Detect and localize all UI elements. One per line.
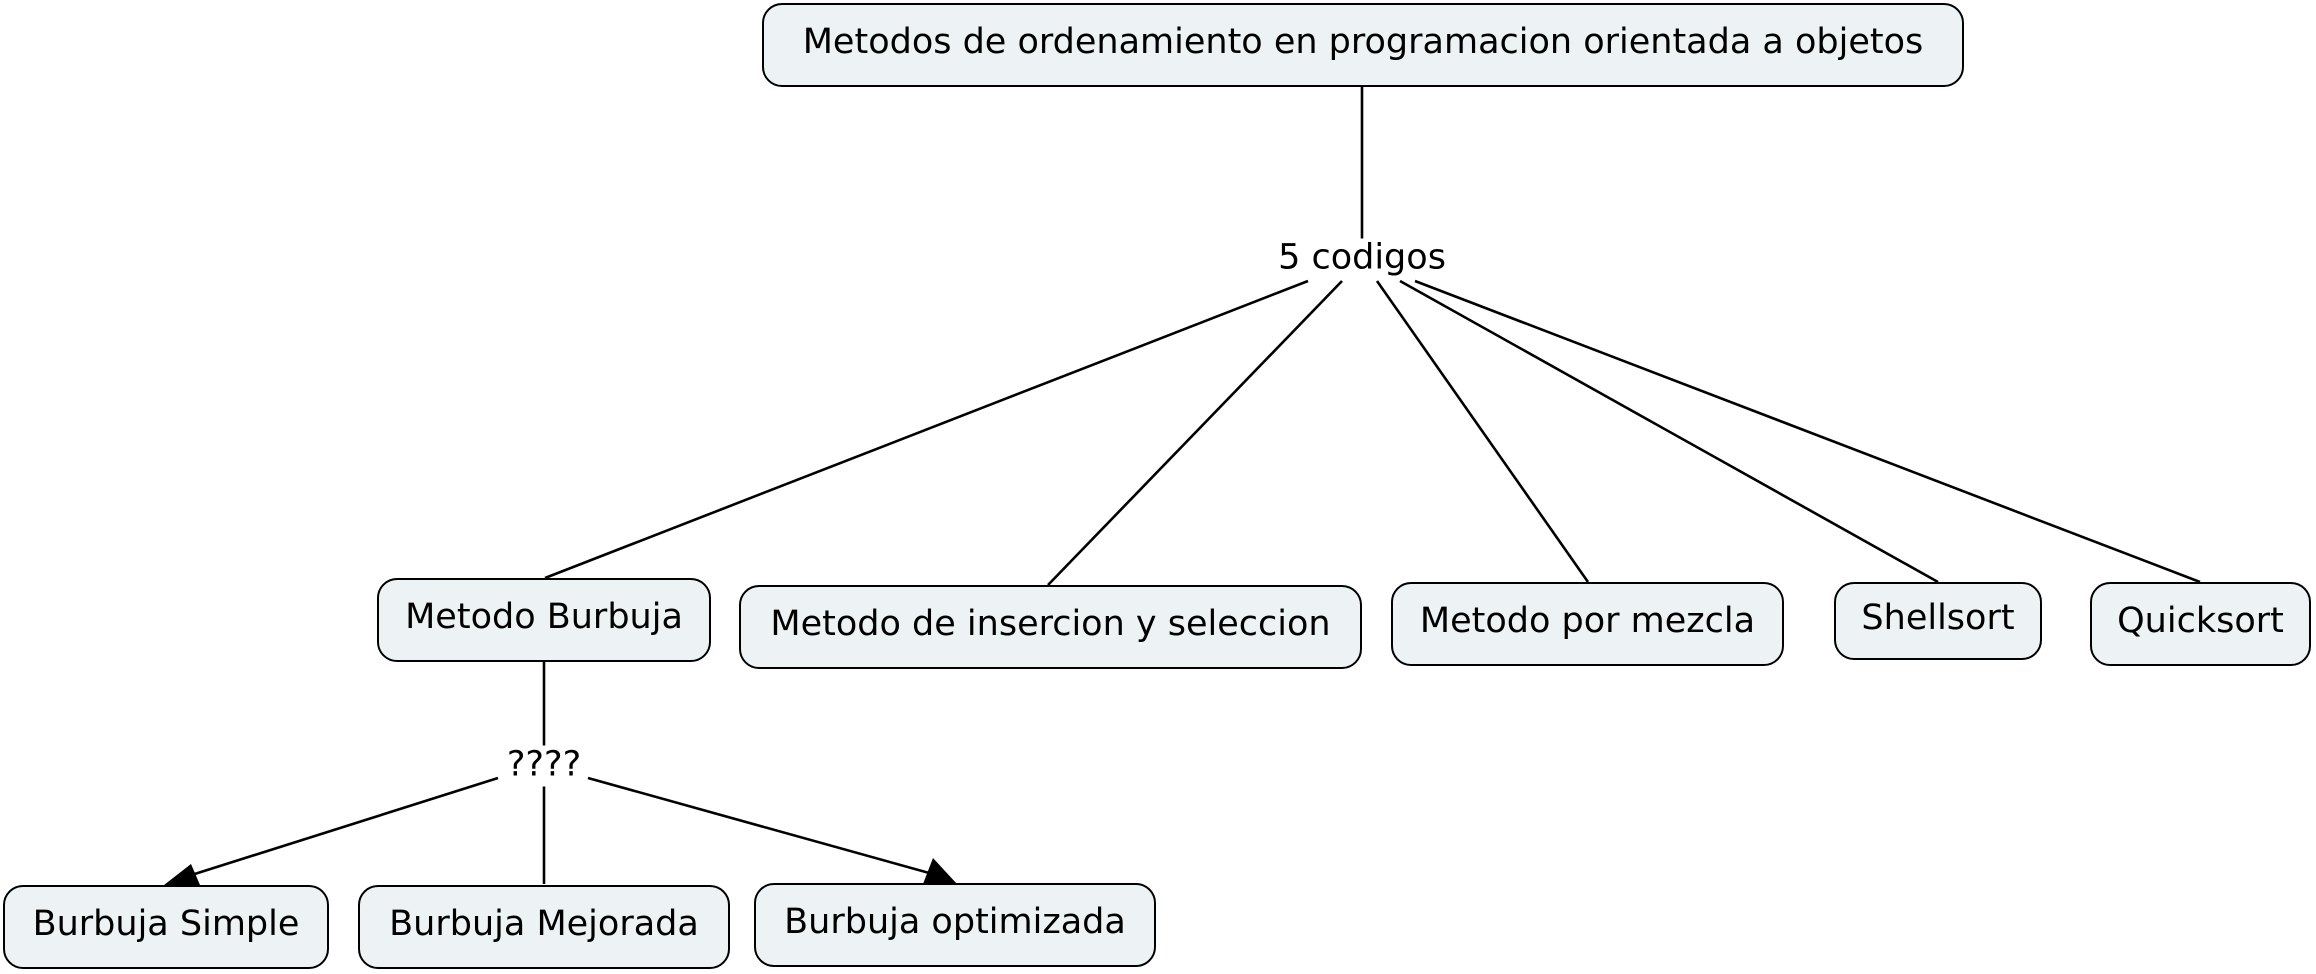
edge-5-codigos-to-quicksort bbox=[1415, 281, 2200, 582]
node-burbuja-optimizada[interactable] bbox=[754, 883, 1156, 967]
node-label: Shellsort bbox=[1861, 597, 2015, 638]
edge-5-codigos-to-shellsort bbox=[1400, 281, 1938, 582]
node-quicksort[interactable] bbox=[2090, 582, 2311, 666]
edge-5-codigos-to-insercion-seleccion bbox=[1048, 281, 1342, 585]
node-burbuja-simple[interactable] bbox=[3, 885, 329, 969]
node-label: Quicksort bbox=[2117, 600, 2284, 641]
root-concept-node[interactable] bbox=[762, 3, 1964, 87]
node-label: Metodo de insercion y seleccion bbox=[770, 603, 1331, 644]
node-burbuja-mejorada[interactable] bbox=[358, 885, 730, 969]
node-metodo-burbuja[interactable] bbox=[377, 578, 711, 662]
node-label: Metodo Burbuja bbox=[405, 596, 683, 637]
node-label: Burbuja Mejorada bbox=[389, 903, 699, 944]
edge-5-codigos-to-metodo-burbuja bbox=[545, 281, 1308, 578]
edge-question-to-burbuja-optimizada bbox=[588, 778, 940, 876]
node-label: Metodo por mezcla bbox=[1419, 600, 1756, 641]
linking-phrase-question[interactable]: ???? bbox=[503, 746, 585, 787]
root-concept-label: Metodos de ordenamiento en programacion orientada a objetos bbox=[802, 21, 1924, 62]
arrowhead-burbuja-simple bbox=[164, 864, 200, 885]
node-shellsort[interactable] bbox=[1834, 582, 2042, 660]
node-label: Burbuja optimizada bbox=[784, 901, 1126, 942]
edge-question-to-burbuja-simple bbox=[182, 778, 498, 878]
node-metodo-mezcla[interactable] bbox=[1391, 582, 1784, 666]
arrowhead-burbuja-optimizada bbox=[923, 858, 957, 884]
linking-phrase-5-codigos[interactable]: 5 codigos bbox=[1274, 239, 1450, 280]
node-label: Burbuja Simple bbox=[32, 903, 300, 944]
node-metodo-insercion-seleccion[interactable] bbox=[739, 585, 1362, 669]
